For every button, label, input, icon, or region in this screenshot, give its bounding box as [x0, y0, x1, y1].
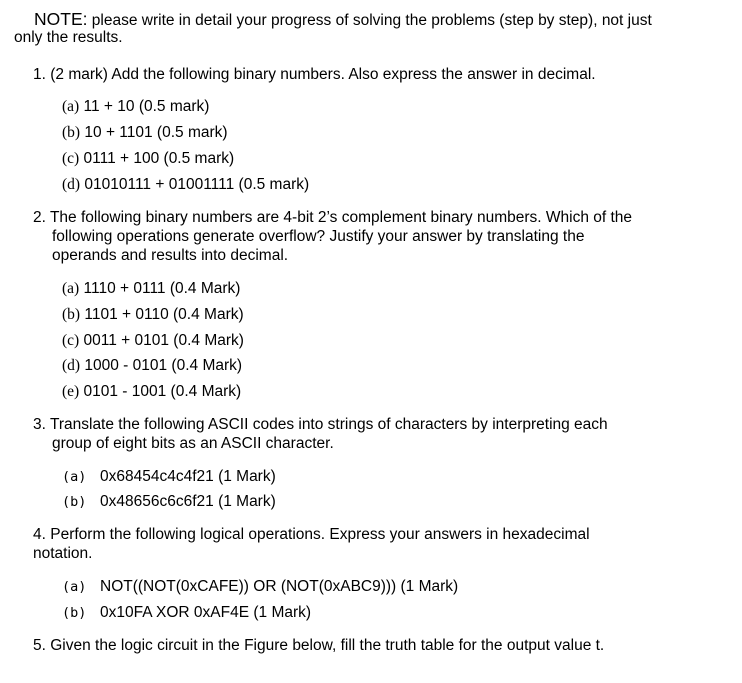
q1-item-c: [62, 150, 234, 168]
q2-item-b-label: (b): [62, 306, 81, 323]
q2-item-c-text: 0011 + 0101 (0.4 Mark): [83, 332, 244, 349]
q1-item-a-text: 11 + 10 (0.5 mark): [83, 98, 210, 115]
q2-item-e-text: 0101 - 1001 (0.4 Mark): [83, 383, 242, 400]
q2-item-c-label: (c): [62, 332, 80, 349]
q3-item-b-label: (b): [62, 494, 87, 510]
q1-item-a: [62, 98, 209, 116]
note-text-1: please write in detail your progress of solving the problems (step by step), not just: [87, 12, 652, 29]
q4-item-a-text: NOT((NOT(0xCAFE)) OR (NOT(0xABC9))) (1 Mark): [100, 578, 459, 595]
q1-item-a-label: (a): [62, 98, 80, 115]
q1-title: 1. (2 mark) Add the following binary numbers. Also express the answer in decimal.: [33, 66, 596, 83]
note-line-2: only the results.: [14, 29, 123, 46]
q3-line-1: 3. Translate the following ASCII codes into strings of characters by interpreting each: [33, 416, 608, 433]
q1-item-d-label: (d): [62, 176, 81, 193]
q2-item-a-label: (a): [62, 280, 80, 297]
q3-item-b: [62, 493, 276, 511]
q4-line-2: notation.: [33, 545, 93, 562]
q2-line-2: following operations generate overflow? Justify your answer by translating the: [52, 228, 585, 245]
q1-item-b: [62, 124, 228, 142]
q4-item-b-text: 0x10FA XOR 0xAF4E (1 Mark): [100, 604, 312, 621]
q5-line-1: 5. Given the logic circuit in the Figure below, fill the truth table for the output value t.: [33, 637, 605, 654]
q4-item-b: [62, 604, 311, 622]
q4-item-b-label: (b): [62, 605, 87, 621]
q2-line-3: operands and results into decimal.: [52, 247, 289, 264]
q1-item-b-label: (b): [62, 124, 81, 141]
q2-item-a: [62, 280, 240, 298]
q1-item-d-text: 01010111 + 01001111 (0.5 mark): [84, 176, 310, 193]
note-line-1: [34, 9, 652, 30]
q3-item-a: [62, 468, 276, 486]
q4-item-a: [62, 578, 458, 596]
q3-item-a-label: (a): [62, 469, 87, 485]
q2-item-a-text: 1110 + 0111 (0.4 Mark): [83, 280, 241, 297]
note-prefix: NOTE:: [34, 9, 88, 29]
q2-item-d-text: 1000 - 0101 (0.4 Mark): [84, 357, 243, 374]
q2-item-d: [62, 357, 242, 375]
q2-item-d-label: (d): [62, 357, 81, 374]
q1-item-d: [62, 176, 309, 194]
q3-item-a-text: 0x68454c4c4f21 (1 Mark): [100, 468, 276, 485]
q2-item-b-text: 1101 + 0110 (0.4 Mark): [84, 306, 244, 323]
q2-item-e: [62, 383, 241, 401]
q1-item-c-label: (c): [62, 150, 80, 167]
q2-item-b: [62, 306, 244, 324]
q1-item-b-text: 10 + 1101 (0.5 mark): [84, 124, 228, 141]
q3-line-2: group of eight bits as an ASCII character.: [52, 435, 334, 452]
q4-line-1: 4. Perform the following logical operations. Express your answers in hexadecimal: [33, 526, 590, 543]
q2-item-e-label: (e): [62, 383, 80, 400]
q3-item-b-text: 0x48656c6c6f21 (1 Mark): [100, 493, 276, 510]
q1-item-c-text: 0111 + 100 (0.5 mark): [83, 150, 235, 167]
q2-item-c: [62, 332, 244, 350]
q4-item-a-label: (a): [62, 579, 87, 595]
q2-line-1: 2. The following binary numbers are 4-bit 2’s complement binary numbers. Which of the: [33, 209, 633, 226]
